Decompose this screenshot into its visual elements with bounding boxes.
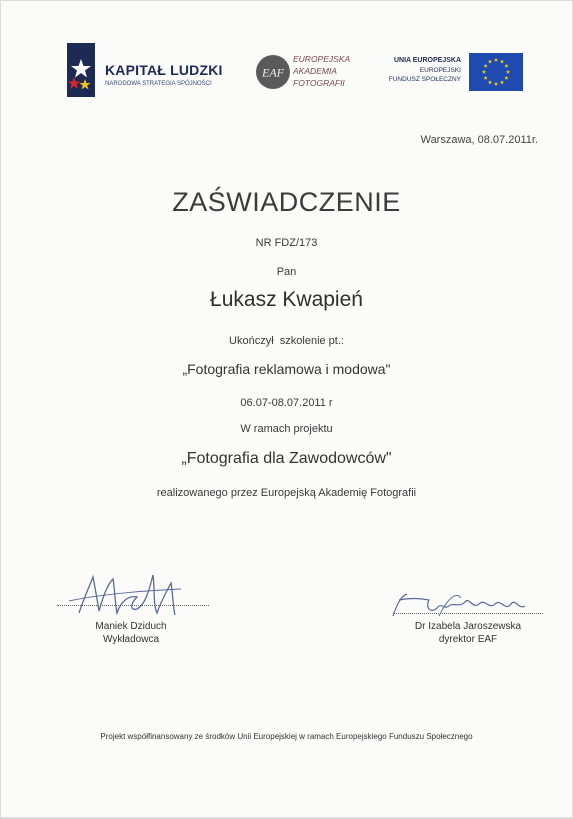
right-signature-line xyxy=(393,613,543,614)
ue-line1: UNIA EUROPEJSKA xyxy=(393,57,461,64)
kapital-ludzki-title: KAPITAŁ LUDZKI xyxy=(105,62,223,78)
funding-footer: Projekt współfinansowany ze środków Unii Europejskiej w ramach Europejskiego Funduszu Społecznego xyxy=(100,732,473,741)
kapital-ludzki-flag-icon xyxy=(67,43,95,97)
certificate-title: ZAŚWIADCZENIE xyxy=(172,187,401,217)
lecturer-role: Wykładowca xyxy=(102,634,160,645)
left-signature-line xyxy=(57,605,209,606)
project-title: „Fotografia dla Zawodowców" xyxy=(181,450,392,467)
certificate-page xyxy=(1,1,572,817)
left-handwritten-signature xyxy=(57,561,217,621)
certificate-number: NR FDZ/173 xyxy=(255,237,318,249)
place-date: Warszawa, 08.07.2011r. xyxy=(420,134,538,146)
ue-line3: FUNDUSZ SPOŁECZNY xyxy=(388,76,461,83)
within-project-text: W ramach projektu xyxy=(240,423,333,435)
right-handwritten-signature xyxy=(379,586,539,626)
eu-flag-icon xyxy=(469,53,523,91)
director-role: dyrektor EAF xyxy=(438,634,498,645)
eaf-line1: EUROPEJSKA xyxy=(293,54,351,64)
course-title: „Fotografia reklamowa i modowa" xyxy=(182,361,391,377)
ue-logo xyxy=(387,51,523,91)
recipient-name: Łukasz Kwapień xyxy=(210,288,363,311)
director-name: Dr Izabela Jaroszewska xyxy=(414,621,522,632)
kapital-ludzki-logo xyxy=(67,43,223,99)
kapital-ludzki-subtitle: NARODOWA STRATEGIA SPÓJNOŚCI xyxy=(105,81,212,87)
course-dates: 06.07-08.07.2011 r xyxy=(240,397,333,409)
eaf-monogram-icon xyxy=(255,54,291,90)
completed-text: Ukończył szkolenie pt.: xyxy=(229,335,344,347)
eaf-monogram-text: EAF xyxy=(262,65,284,80)
eaf-line2: AKADEMIA xyxy=(293,66,337,76)
organizer-text: realizowanego przez Europejską Akademię Fotografii xyxy=(156,487,417,499)
eaf-logo xyxy=(255,48,365,98)
eaf-line3: FOTOGRAFII xyxy=(293,78,345,88)
salutation: Pan xyxy=(276,266,297,278)
lecturer-name: Maniek Dziduch xyxy=(95,621,167,632)
ue-line2: EUROPEJSKI xyxy=(419,67,461,74)
